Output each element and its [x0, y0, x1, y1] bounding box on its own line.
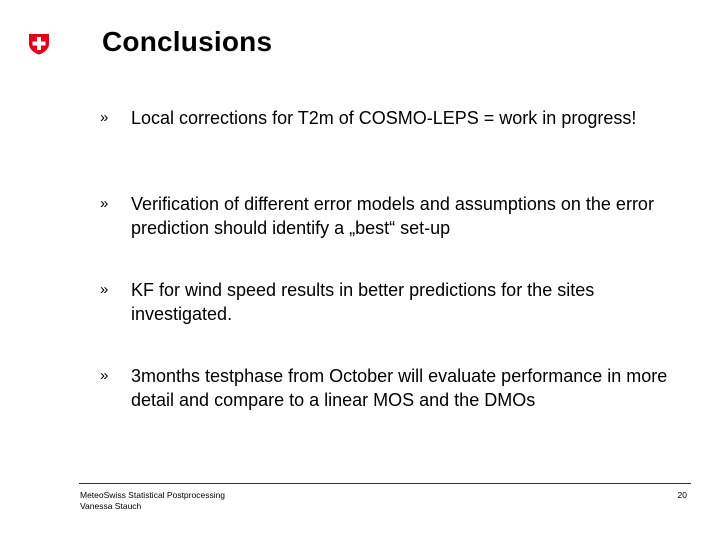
bullet-marker: »: [100, 281, 109, 298]
bullet-marker: »: [100, 195, 109, 212]
footer-author: Vanessa Stauch: [80, 501, 142, 511]
swiss-cross-shield-icon: [28, 33, 50, 55]
bullet-item: [100, 278, 700, 326]
bullet-text: KF for wind speed results in better predictions for the sites investigated.: [131, 280, 595, 324]
bullet-text: Verification of different error models and assumptions on the error prediction should identify a „best“ set-up: [131, 194, 654, 238]
bullet-item: [100, 364, 700, 412]
bullet-text: Local corrections for T2m of COSMO-LEPS = work in progress!: [131, 108, 637, 128]
bullet-marker: »: [100, 109, 109, 126]
page-number: 20: [677, 490, 687, 500]
footer-info: [80, 490, 225, 512]
bullet-item: [100, 192, 700, 240]
footer-divider: [79, 483, 691, 484]
slide-title: Conclusions: [102, 26, 273, 57]
bullet-item: [100, 106, 700, 130]
bullet-text: 3months testphase from October will evaluate performance in more detail and compare to a linear MOS and the DMOs: [131, 366, 668, 410]
bullet-marker: »: [100, 367, 109, 384]
footer-organization: MeteoSwiss Statistical Postprocessing: [80, 490, 226, 500]
